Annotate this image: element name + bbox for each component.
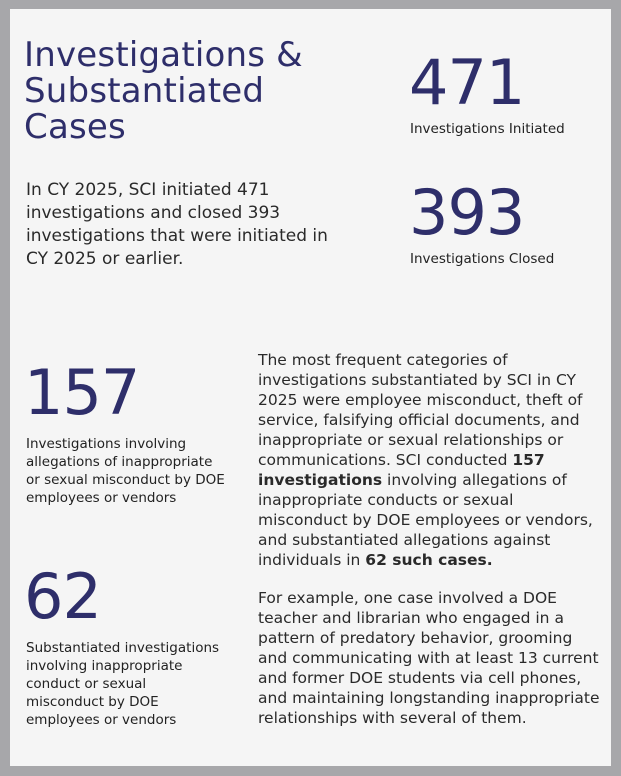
stat-allegations-label: Investigations involving allegations of inappropriate or sexual misconduct by DOE employees or vendors (26, 436, 225, 506)
stat-initiated-value: 471 (409, 46, 525, 119)
paragraph-example: For example, one case involved a DOE teacher and librarian who engaged in a pattern of predatory behavior, grooming and communicating with at least 13 current and former DOE students via cell phones, and maintaining longstanding inappropriate relationships with several of them. (258, 589, 600, 727)
report-card (10, 9, 611, 766)
stat-closed-label: Investigations Closed (410, 251, 555, 267)
stat-substantiated-value: 62 (24, 560, 101, 633)
stat-closed-value: 393 (409, 176, 525, 249)
body-text (258, 350, 603, 746)
intro-text: In CY 2025, SCI initiated 471 investigations and closed 393 investigations that were initiated in CY 2025 or earlier. (26, 180, 328, 269)
page-title: Investigations & Substantiated Cases (24, 35, 303, 147)
stat-substantiated-label: Substantiated investigations involving inappropriate conduct or sexual misconduct by DOE employees or vendors (26, 640, 220, 728)
stat-allegations-value: 157 (24, 356, 140, 429)
stat-initiated-label: Investigations Initiated (410, 121, 565, 137)
bold-62-cases: 62 such cases. (365, 551, 493, 569)
bold-157-investigations: 157 investigations (258, 451, 545, 489)
paragraph-categories: The most frequent categories of investigations substantiated by SCI in CY 2025 were employee misconduct, theft of service, falsifying official documents, and inappropriate or sexual relationships or communications. SCI conducted 157 investigations involving allegations of inappropriate conducts or sexual misconduct by DOE employees or vendors, and substantiated allegations against individuals in 62 such cases. (258, 351, 593, 569)
